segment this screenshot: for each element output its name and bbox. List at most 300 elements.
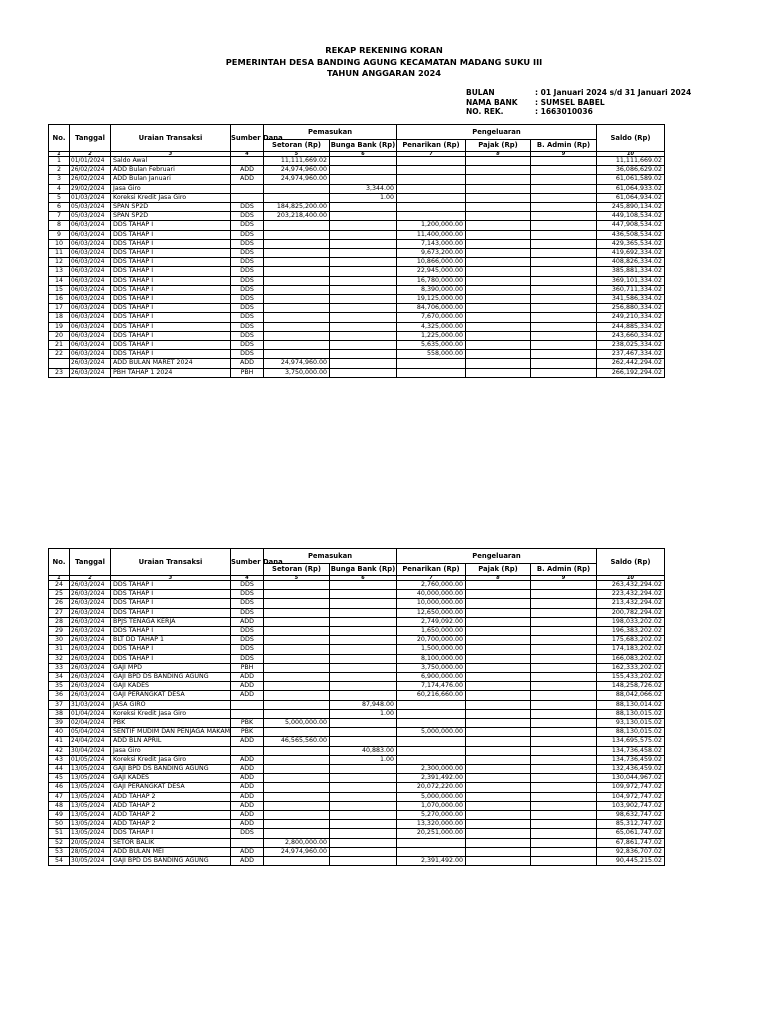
table-row (49, 617, 665, 626)
table-row (49, 350, 665, 359)
row-date: 13/05/2024 (70, 774, 111, 783)
table-row (49, 847, 665, 856)
row-description: BPJS TENAGA KERJA (111, 617, 231, 626)
row-description: DDS TAHAP I (111, 322, 231, 331)
row-balance: 385,881,334.02 (597, 267, 665, 276)
row-balance: 175,683,202.02 (597, 636, 665, 645)
row-balance: 134,695,575.02 (597, 737, 665, 746)
table-row (49, 184, 665, 193)
row-no: 29 (49, 627, 70, 636)
row-withdrawal: 8,390,000.00 (397, 285, 466, 294)
row-balance: 447,908,534.02 (597, 221, 665, 230)
row-no: 25 (49, 590, 70, 599)
row-tax (466, 728, 531, 737)
row-description: DDS TAHAP I (111, 581, 231, 590)
col-number: 8 (466, 152, 531, 157)
row-no (49, 359, 70, 368)
row-tax (466, 359, 531, 368)
table-row (49, 774, 665, 783)
col-tax-header: Pajak (Rp) (466, 564, 531, 576)
row-balance: 256,880,334.02 (597, 304, 665, 313)
row-date: 26/03/2024 (70, 636, 111, 645)
row-balance: 130,044,967.02 (597, 774, 665, 783)
row-description: GAJI BPD DS BANDING AGUNG (111, 857, 231, 866)
row-date: 06/03/2024 (70, 304, 111, 313)
row-date: 06/03/2024 (70, 239, 111, 248)
row-tax (466, 627, 531, 636)
row-admin (531, 792, 597, 801)
col-number: 6 (330, 152, 397, 157)
row-deposit: 24,974,960.00 (264, 166, 330, 175)
row-no: 48 (49, 801, 70, 810)
row-balance: 36,086,629.02 (597, 166, 665, 175)
row-source: ADD (231, 811, 264, 820)
row-source: DDS (231, 608, 264, 617)
row-interest (330, 801, 397, 810)
row-source: ADD (231, 175, 264, 184)
row-tax (466, 682, 531, 691)
col-deposit-header: Setoran (Rp) (264, 564, 330, 576)
row-withdrawal: 7,143,000.00 (397, 239, 466, 248)
row-admin (531, 230, 597, 239)
table-body (49, 157, 665, 378)
row-description: GAJI PERANGKAT DESA (111, 783, 231, 792)
row-deposit (264, 765, 330, 774)
row-deposit: 203,218,400.00 (264, 212, 330, 221)
row-description: DDS TAHAP I (111, 645, 231, 654)
row-balance: 88,130,014.02 (597, 700, 665, 709)
row-interest (330, 350, 397, 359)
row-source: DDS (231, 203, 264, 212)
row-no: 27 (49, 608, 70, 617)
row-withdrawal: 1,070,000.00 (397, 801, 466, 810)
row-no: 17 (49, 304, 70, 313)
row-description: JASA GIRO (111, 700, 231, 709)
row-balance: 134,736,458.02 (597, 746, 665, 755)
row-deposit (264, 709, 330, 718)
row-balance: 148,258,726.02 (597, 682, 665, 691)
row-description: GAJI KADES (111, 682, 231, 691)
row-withdrawal: 12,650,000.00 (397, 608, 466, 617)
table-row (49, 700, 665, 709)
row-deposit: 46,565,560.00 (264, 737, 330, 746)
row-source: ADD (231, 737, 264, 746)
row-date: 05/03/2024 (70, 203, 111, 212)
row-tax (466, 304, 531, 313)
meta-label: NAMA BANK (466, 97, 518, 107)
row-deposit (264, 820, 330, 829)
row-description: SETOR BALIK (111, 838, 231, 847)
row-admin (531, 820, 597, 829)
row-source: ADD (231, 691, 264, 700)
col-number: 4 (231, 152, 264, 157)
row-deposit (264, 230, 330, 239)
table-header (49, 125, 665, 157)
col-number: 10 (597, 576, 665, 581)
row-tax (466, 184, 531, 193)
row-admin (531, 728, 597, 737)
row-balance: 174,183,202.02 (597, 645, 665, 654)
row-admin (531, 737, 597, 746)
row-interest: 1.00 (330, 193, 397, 202)
row-withdrawal: 8,100,000.00 (397, 654, 466, 663)
row-no: 38 (49, 709, 70, 718)
row-tax (466, 590, 531, 599)
col-number: 7 (397, 152, 466, 157)
doc-year: TAHUN ANGGARAN 2024 (326, 68, 442, 78)
row-deposit: 184,825,200.00 (264, 203, 330, 212)
col-deposit-header: Setoran (Rp) (264, 140, 330, 152)
row-interest (330, 285, 397, 294)
row-no: 14 (49, 276, 70, 285)
row-balance: 360,711,334.02 (597, 285, 665, 294)
row-no: 20 (49, 331, 70, 340)
row-withdrawal (397, 709, 466, 718)
row-description: GAJI BPD DS BANDING AGUNG (111, 673, 231, 682)
row-withdrawal: 5,000,000.00 (397, 792, 466, 801)
row-tax (466, 765, 531, 774)
row-admin (531, 691, 597, 700)
row-tax (466, 663, 531, 672)
row-date: 26/03/2024 (70, 663, 111, 672)
row-deposit (264, 617, 330, 626)
row-description: DDS TAHAP I (111, 331, 231, 340)
row-withdrawal: 20,700,000.00 (397, 636, 466, 645)
row-no: 10 (49, 239, 70, 248)
row-description: DDS TAHAP I (111, 221, 231, 230)
row-interest (330, 175, 397, 184)
row-date: 26/03/2024 (70, 617, 111, 626)
table-row (49, 737, 665, 746)
row-source: DDS (231, 313, 264, 322)
row-interest (330, 765, 397, 774)
col-number: 5 (264, 152, 330, 157)
row-description: DDS TAHAP I (111, 304, 231, 313)
row-admin (531, 719, 597, 728)
row-interest (330, 682, 397, 691)
row-date: 26/03/2024 (70, 682, 111, 691)
row-source: DDS (231, 221, 264, 230)
row-source: ADD (231, 783, 264, 792)
row-withdrawal: 4,325,000.00 (397, 322, 466, 331)
row-tax (466, 212, 531, 221)
row-description: SPAN SP2D (111, 203, 231, 212)
row-tax (466, 709, 531, 718)
row-no: 31 (49, 645, 70, 654)
row-admin (531, 276, 597, 285)
table-row (49, 838, 665, 847)
col-number: 5 (264, 576, 330, 581)
row-withdrawal: 2,391,492.00 (397, 857, 466, 866)
row-date: 26/02/2024 (70, 175, 111, 184)
row-source: ADD (231, 792, 264, 801)
row-date: 13/05/2024 (70, 792, 111, 801)
row-withdrawal: 10,866,000.00 (397, 258, 466, 267)
row-admin (531, 331, 597, 340)
row-no: 18 (49, 313, 70, 322)
row-admin (531, 175, 597, 184)
row-deposit (264, 322, 330, 331)
row-date: 02/04/2024 (70, 719, 111, 728)
row-admin (531, 221, 597, 230)
row-interest: 87,948.00 (330, 700, 397, 709)
row-withdrawal: 1,225,000.00 (397, 331, 466, 340)
row-interest (330, 212, 397, 221)
table-row (49, 673, 665, 682)
table-row (49, 157, 665, 166)
row-admin (531, 755, 597, 764)
row-source (231, 838, 264, 847)
row-date: 06/03/2024 (70, 295, 111, 304)
col-income-group-header: Pemasukan (264, 549, 397, 564)
col-expense-group-header: Pengeluaran (397, 125, 597, 140)
row-no: 37 (49, 700, 70, 709)
col-income-group-header: Pemasukan (264, 125, 397, 140)
row-withdrawal (397, 157, 466, 166)
row-tax (466, 230, 531, 239)
row-balance: 65,061,747.02 (597, 829, 665, 838)
row-no: 13 (49, 267, 70, 276)
row-interest (330, 737, 397, 746)
table-row (49, 801, 665, 810)
row-deposit (264, 239, 330, 248)
row-description: Koreksi Kredit Jasa Giro (111, 755, 231, 764)
row-balance: 369,101,334.02 (597, 276, 665, 285)
row-no: 2 (49, 166, 70, 175)
row-source: DDS (231, 627, 264, 636)
row-interest (330, 774, 397, 783)
row-tax (466, 820, 531, 829)
row-deposit (264, 304, 330, 313)
row-no: 46 (49, 783, 70, 792)
table-row (49, 811, 665, 820)
row-interest (330, 313, 397, 322)
row-withdrawal: 10,000,000.00 (397, 599, 466, 608)
row-source (231, 700, 264, 709)
col-source-header: Sumber Dana (231, 549, 264, 576)
row-deposit (264, 581, 330, 590)
row-date: 05/03/2024 (70, 212, 111, 221)
row-date: 06/03/2024 (70, 230, 111, 239)
row-no: 52 (49, 838, 70, 847)
col-admin-header: B. Admin (Rp) (531, 140, 597, 152)
row-tax (466, 829, 531, 838)
row-description: Saldo Awal (111, 157, 231, 166)
row-interest (330, 322, 397, 331)
row-no: 22 (49, 350, 70, 359)
row-deposit: 24,974,960.00 (264, 359, 330, 368)
row-description: DDS TAHAP I (111, 599, 231, 608)
row-date: 26/03/2024 (70, 599, 111, 608)
row-no: 41 (49, 737, 70, 746)
row-withdrawal: 2,391,492.00 (397, 774, 466, 783)
row-balance: 449,108,534.02 (597, 212, 665, 221)
row-withdrawal (397, 746, 466, 755)
row-admin (531, 673, 597, 682)
row-deposit (264, 267, 330, 276)
row-deposit (264, 728, 330, 737)
col-number: 7 (397, 576, 466, 581)
row-interest (330, 728, 397, 737)
row-tax (466, 719, 531, 728)
col-tax-header: Pajak (Rp) (466, 140, 531, 152)
row-interest (330, 663, 397, 672)
row-tax (466, 581, 531, 590)
row-source: DDS (231, 267, 264, 276)
row-tax (466, 617, 531, 626)
row-date: 24/04/2024 (70, 737, 111, 746)
row-withdrawal (397, 359, 466, 368)
row-description: ADD TAHAP 2 (111, 811, 231, 820)
row-interest (330, 341, 397, 350)
row-description: DDS TAHAP I (111, 590, 231, 599)
row-date: 26/03/2024 (70, 654, 111, 663)
row-deposit (264, 792, 330, 801)
table-row (49, 599, 665, 608)
col-expense-group-header: Pengeluaran (397, 549, 597, 564)
row-no: 42 (49, 746, 70, 755)
row-tax (466, 341, 531, 350)
row-interest: 40,883.00 (330, 746, 397, 755)
row-source: PBH (231, 663, 264, 672)
table-row (49, 212, 665, 221)
row-source: DDS (231, 258, 264, 267)
row-tax (466, 746, 531, 755)
row-tax (466, 175, 531, 184)
row-admin (531, 590, 597, 599)
table-row (49, 792, 665, 801)
row-interest (330, 590, 397, 599)
row-source: DDS (231, 212, 264, 221)
row-deposit (264, 857, 330, 866)
row-description: Koreksi Kredit Jasa Giro (111, 709, 231, 718)
meta-row (466, 88, 691, 98)
row-admin (531, 341, 597, 350)
row-balance: 419,692,334.02 (597, 249, 665, 258)
row-balance: 134,736,459.02 (597, 755, 665, 764)
row-deposit (264, 636, 330, 645)
row-no: 9 (49, 230, 70, 239)
row-source: DDS (231, 249, 264, 258)
row-no: 15 (49, 285, 70, 294)
row-date: 01/04/2024 (70, 709, 111, 718)
row-no: 1 (49, 157, 70, 166)
row-balance: 436,508,534.02 (597, 230, 665, 239)
row-no: 51 (49, 829, 70, 838)
row-date: 30/05/2024 (70, 857, 111, 866)
row-balance: 266,192,294.02 (597, 368, 665, 377)
row-description: DDS TAHAP I (111, 295, 231, 304)
row-no: 40 (49, 728, 70, 737)
table-row (49, 276, 665, 285)
row-deposit (264, 700, 330, 709)
doc-subtitle: PEMERINTAH DESA BANDING AGUNG KECAMATAN MADANG SUKU III (225, 57, 543, 67)
row-balance: 213,432,294.02 (597, 599, 665, 608)
col-date-header: Tanggal (70, 549, 111, 576)
row-interest (330, 276, 397, 285)
row-date: 06/03/2024 (70, 249, 111, 258)
table-row (49, 857, 665, 866)
table-row (49, 608, 665, 617)
row-balance: 93,130,015.02 (597, 719, 665, 728)
row-description: ADD TAHAP 2 (111, 792, 231, 801)
row-description: GAJI MPD (111, 663, 231, 672)
row-source: DDS (231, 322, 264, 331)
table-row (49, 230, 665, 239)
meta-value: : 01 Januari 2024 s/d 31 Januari 2024 (535, 88, 692, 97)
col-balance-header: Saldo (Rp) (597, 549, 665, 576)
row-source: DDS (231, 599, 264, 608)
row-source: ADD (231, 801, 264, 810)
row-deposit (264, 608, 330, 617)
row-withdrawal: 5,635,000.00 (397, 341, 466, 350)
row-date: 30/04/2024 (70, 746, 111, 755)
table-row (49, 590, 665, 599)
table-body (49, 581, 665, 866)
row-admin (531, 193, 597, 202)
row-withdrawal (397, 737, 466, 746)
row-tax (466, 285, 531, 294)
row-deposit (264, 249, 330, 258)
row-admin (531, 811, 597, 820)
row-balance: 88,130,015.02 (597, 709, 665, 718)
row-withdrawal: 5,000,000.00 (397, 728, 466, 737)
table-row (49, 663, 665, 672)
row-balance: 98,632,747.02 (597, 811, 665, 820)
row-source: DDS (231, 239, 264, 248)
row-balance: 88,042,066.02 (597, 691, 665, 700)
row-description: DDS TAHAP I (111, 341, 231, 350)
row-tax (466, 239, 531, 248)
row-date: 31/03/2024 (70, 700, 111, 709)
row-tax (466, 276, 531, 285)
row-interest (330, 654, 397, 663)
row-balance: 408,826,334.02 (597, 258, 665, 267)
row-description: DDS TAHAP I (111, 608, 231, 617)
statement-table-2 (48, 548, 665, 866)
row-admin (531, 239, 597, 248)
row-balance: 262,442,294.02 (597, 359, 665, 368)
row-source (231, 184, 264, 193)
row-date: 06/03/2024 (70, 276, 111, 285)
row-description: ADD Bulan Januari (111, 175, 231, 184)
row-source: DDS (231, 230, 264, 239)
row-no: 28 (49, 617, 70, 626)
row-no: 24 (49, 581, 70, 590)
row-balance: 200,782,294.02 (597, 608, 665, 617)
row-interest (330, 847, 397, 856)
row-description: DDS TAHAP I (111, 267, 231, 276)
row-source: DDS (231, 350, 264, 359)
row-date: 26/03/2024 (70, 673, 111, 682)
table-row (49, 829, 665, 838)
row-source: PBH (231, 368, 264, 377)
row-balance: 103,902,747.02 (597, 801, 665, 810)
row-admin (531, 847, 597, 856)
table-row (49, 755, 665, 764)
row-admin (531, 157, 597, 166)
row-date: 06/03/2024 (70, 285, 111, 294)
col-number: 3 (111, 576, 231, 581)
meta-label: NO. REK. (466, 107, 504, 117)
row-source: DDS (231, 590, 264, 599)
row-admin (531, 857, 597, 866)
row-interest (330, 331, 397, 340)
table-row (49, 765, 665, 774)
row-description: DDS TAHAP I (111, 249, 231, 258)
row-description: DDS TAHAP I (111, 239, 231, 248)
row-interest (330, 581, 397, 590)
